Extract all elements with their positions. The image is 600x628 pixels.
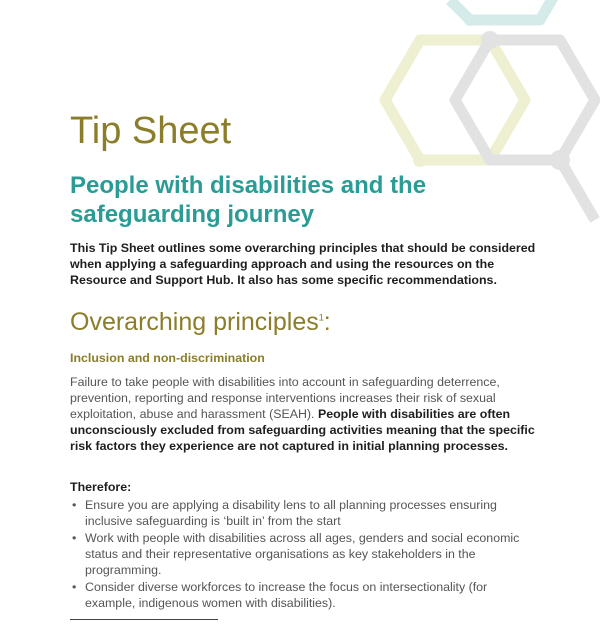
section-heading: Overarching principles$^1$: xyxy=(70,308,331,336)
body-paragraph xyxy=(70,374,540,454)
hexagon-grey xyxy=(455,40,595,160)
paragraph-bold-text: People with disabilities are often unconsciously excluded from safeguarding activities meaning that the specific risk factors they experience are not captured in initial planning processes. xyxy=(70,407,535,453)
hex-node xyxy=(464,14,476,26)
list-item: • Work with people with disabilities across all ages, genders and social economic status and their representative organisations as key stakeholders in the programming. xyxy=(70,530,540,578)
hexagon-grey-lower xyxy=(560,160,595,220)
intro-paragraph: This Tip Sheet outlines some overarching principles that should be considered when applying a safeguarding approach and using the resources on the Resource and Support Hub. It also has some specific recommendations. xyxy=(70,241,536,287)
footnote-divider xyxy=(70,619,218,620)
page-title: Tip Sheet xyxy=(70,110,232,152)
recommendation-list xyxy=(70,497,540,612)
hexagon-teal xyxy=(450,0,575,20)
list-item: • Ensure you are applying a disability lens to all planning processes ensuring inclusive safeguarding is ‘built in’ from the start xyxy=(70,497,540,529)
paragraph-plain-text: Failure to take people with disabilities into account in safeguarding deterrence, prevention, reporting and response interventions increases their risk of sexual exploitation, abuse and harassment (SEAH). xyxy=(70,375,500,421)
hex-node xyxy=(481,31,499,49)
hex-node xyxy=(550,150,570,170)
sub-heading: Inclusion and non-discrimination xyxy=(70,351,265,365)
footnote-marker[interactable]: 1 xyxy=(318,312,324,323)
hex-node xyxy=(413,153,427,167)
list-item: • Consider diverse workforces to increase the focus on intersectionality (for example, indigenous women with disabilities). xyxy=(70,579,540,611)
page-subtitle: People with disabilities and the safeguarding journey xyxy=(70,172,427,228)
therefore-label: Therefore: xyxy=(70,480,132,494)
hexagon-yellow xyxy=(385,40,525,160)
